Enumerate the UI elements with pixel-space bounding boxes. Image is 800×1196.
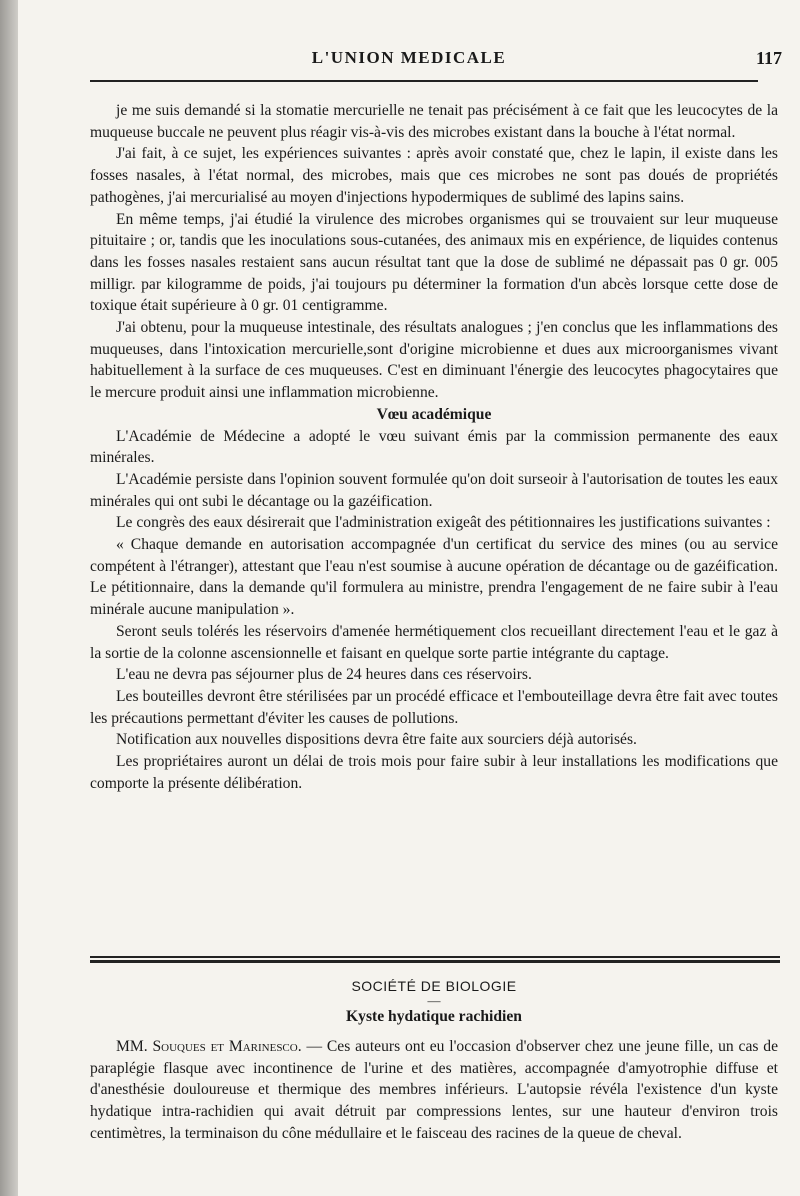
paragraph: L'Académie persiste dans l'opinion souvent formulée qu'on doit surseoir à l'autorisation de toutes les eaux minérales qui ont subi le décantage ou la gazéification.: [90, 470, 778, 510]
article-body: [90, 100, 778, 795]
page-number: 117: [755, 48, 782, 68]
paragraph: Notification aux nouvelles dispositions devra être faite aux sourciers déjà autorisés.: [116, 731, 637, 749]
journal-title: L'UNION MEDICALE: [311, 48, 507, 67]
paragraph: En même temps, j'ai étudié la virulence des microbes organismes qui se trouvaient sur leur muqueuse pituitaire ; or, tandis que les inoculations sous-cutanées, des animaux mis en expérience, de liquides contenus dans les fosses nasales restaient sans aucun résultat tant que la dose de sublimé ne dépassait pas 0 gr. 005 milligr. par kilogramme de poids, j'ai toujours pu déterminer la formation d'un abcès lorsque cette dose de toxique était supérieure à 0 gr. 01 centigramme.: [90, 210, 778, 315]
paragraph-text: — Ces auteurs ont eu l'occasion d'observer chez une jeune fille, un cas de paraplégie flasque avec incontinence de l'urine et des matières, accompagnée d'amyotrophie diffuse et d'anesthésie douloureuse et thermique des membres inférieurs. L'autopsie révéla l'existence d'un kyste hydatique intra-rachidien qui avait détruit par compressions lentes, sur une hauteur d'environ trois centimètres, la terminaison du cône médullaire et le faisceau des racines de la queue de cheval.: [90, 1038, 778, 1142]
paragraph: L'Académie de Médecine a adopté le vœu suivant émis par la commission permanente des eaux minérales.: [90, 427, 778, 467]
paragraph: L'eau ne devra pas séjourner plus de 24 heures dans ces réservoirs.: [116, 666, 532, 684]
page-gutter: [0, 0, 18, 1196]
authors: MM. Souques et Marinesco.: [116, 1038, 302, 1055]
document-page: [18, 0, 800, 1196]
section-separator: [90, 956, 780, 963]
paragraph: « Chaque demande en autorisation accompagnée d'un certificat du service des mines (ou au service compétent à l'étranger), attestant que l'eau n'est soumise à aucune opération de décantage ou de gazéification. Le pétitionnaire, dans la demande qu'il formulera au ministre, prendra l'engagement de ne faire subir à l'eau minérale aucune manipulation ».: [90, 536, 778, 619]
section-heading: Vœu académique: [376, 405, 492, 423]
paragraph: J'ai obtenu, pour la muqueuse intestinale, des résultats analogues ; j'en conclus que les inflammations des muqueuses, dans l'intoxication mercurielle,sont d'origine microbienne et dues aux microorganismes vivant habituellement à la surface de ces muqueuses. C'est en diminuant l'énergie des leucocytes phagocytaires que le mercure produit ainsi une inflammation microbienne.: [90, 319, 778, 402]
society-title: SOCIÉTÉ DE BIOLOGIE: [351, 978, 517, 994]
article-title: Kyste hydatique rachidien: [346, 1008, 522, 1025]
paragraph: Seront seuls tolérés les réservoirs d'amenée hermétiquement clos recueillant directement l'eau et le gaz à la sortie de la colonne ascensionnelle et faisant en quelque sorte partie intégrante du captage.: [90, 622, 778, 662]
paragraph: J'ai fait, à ce sujet, les expériences suivantes : après avoir constaté que, chez le lapin, il existe dans les fosses nasales, à l'état normal, des microbes, mais que ces microbes ne sont pas doués de propriétés pathogènes, j'ai mercurialisé au moyen d'injections hypodermiques de sublimé des lapins sains.: [90, 145, 778, 206]
paragraph: Les propriétaires auront un délai de trois mois pour faire subir à leur installations les modifications que comporte la présente délibération.: [90, 753, 778, 792]
title-dash: —: [427, 993, 441, 1008]
header-rule: [90, 80, 758, 82]
paragraph: Les bouteilles devront être stérilisées par un procédé efficace et l'embouteillage devra être fait avec toutes les précautions permettant d'éviter les causes de pollutions.: [90, 687, 778, 727]
running-head: [18, 48, 800, 72]
paragraph: je me suis demandé si la stomatie mercurielle ne tenait pas précisément à ce fait que les leucocytes de la muqueuse buccale ne peuvent plus réagir vis-à-vis des microbes existant dans la bouche à l'état normal.: [90, 102, 778, 141]
paragraph: Le congrès des eaux désirerait que l'administration exigeât des pétitionnaires les justifications suivantes :: [116, 514, 771, 532]
society-section: [90, 976, 778, 1145]
society-paragraph: [90, 1036, 778, 1145]
